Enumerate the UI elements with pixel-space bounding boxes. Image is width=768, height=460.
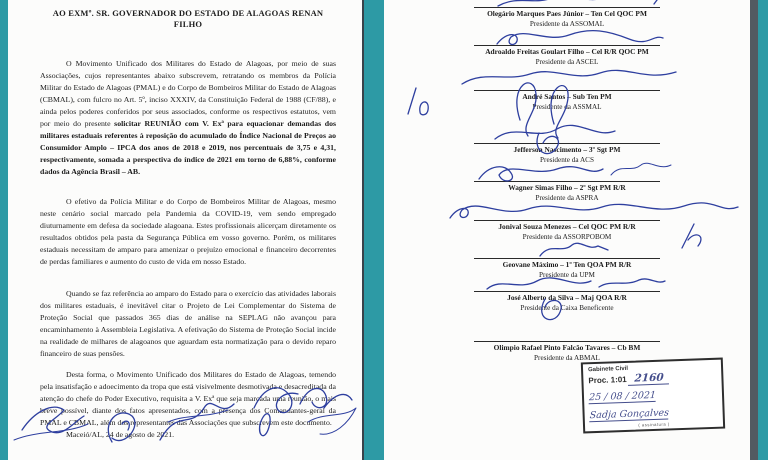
signature-block <box>384 181 750 203</box>
signatory-role: Presidente da UPM <box>539 271 595 279</box>
page-edge-shadow <box>750 0 758 460</box>
stamp-process-label: Proc. 1:01 <box>588 374 627 386</box>
stamp-date-handwritten: 25 / 08 / 2021 <box>588 389 657 404</box>
signatory-role: Presidente da ACS <box>540 156 594 164</box>
letter-paragraph-4: Desta forma, o Movimento Unificado dos Militares do Estado de Alagoas, temendo pela insatisfação e adoecimento da tropa que está visivelmente desmotivada e desacreditada da atenção do chefe do Poder Executivo, requisita a V. Exª que seja marcada uma reunião, o mais breve possível, diante dos fatos apresentados, com a presença dos Comandantes-geral da PMAL e CBMAL, além dos representantes das Associações que subscrevem este documento. <box>40 370 336 427</box>
paragraph-1-normal-text: O Movimento Unificado dos Militares do Estado de Alagoas, por meio de suas Associações, cujos representantes abaixo subscrevem, retratando os membros da Polícia Militar do Estado de Alagoas (PMAL) e do Corpo de Bombeiros Militar do Estado de Alagoas (CBMAL), com fulcro no Art. 5º, inciso XXXIV, da Constituição Federal de 1988 (CF/88), e ainda pelos poderes conferidos por seus associados, conforme os respectivos estatutos, vem por meio do presente <box>40 59 336 128</box>
protocol-stamp <box>581 358 725 434</box>
letter-dateline: Maceió/AL, 24 de agosto de 2021. <box>66 430 175 439</box>
signatory-name: Olegário Marques Paes Júnior – Ten Cel QOC PM <box>487 9 647 18</box>
signature-line <box>474 220 660 221</box>
signature-line <box>474 45 660 46</box>
signature-block <box>384 7 750 29</box>
signature-block <box>384 143 750 165</box>
signature-line <box>474 7 660 8</box>
signatory-role: Presidente da ASSORPOBOM <box>522 233 612 241</box>
signature-line <box>474 291 660 292</box>
letter-paragraph-2: O efetivo da Polícia Militar e do Corpo de Bombeiros Militar de Alagoas, mesmo neste cenário social marcado pela Pandemia da COVID-19, vem sendo empregado diuturnamente em defesa da sociedade alagoana. Estes profissionais alicerçam diretamente os resultados obtidos pela pasta da Segurança Pública em vosso governo. Porém, os militares estaduais necessitam de amparo para amenizar o prejuízo emocional e financeiro decorrentes de perdas familiares e aumento do custo de vida em nosso Estado. <box>40 197 336 266</box>
stamp-signature-handwritten: Sadja Gonçalves <box>589 407 670 422</box>
signature-block <box>384 220 750 242</box>
paragraph-1-bold-text: solicitar REUNIÃO com V. Exª para equacionar demandas dos militares estaduais referentes à reposição do acumulado do Índice Nacional de Preços ao Consumidor Amplo – IPCA dos anos de 2018 e 2019, nos percentuais de 3,75 e 4,31, respectivamente, somada a perspectiva do índice de 2021 em torno de 6,88%, conforme dados da Agência Brasil – AB. <box>40 119 336 176</box>
signatory-name: José Alberto da Silva – Maj QOA R/R <box>507 293 627 302</box>
signatory-name: Geovane Máximo – 1º Ten QOA PM R/R <box>502 260 632 269</box>
stamp-process-value-handwritten: 2160 <box>628 371 670 385</box>
signatory-name: Jonival Souza Menezes – Cel QOC PM R/R <box>498 222 636 231</box>
signature-line <box>474 90 660 91</box>
signatory-role: Presidente da ASPRA <box>535 194 599 202</box>
signature-page <box>384 0 750 460</box>
handwritten-signatures-cluster <box>8 378 362 460</box>
signature-block <box>384 45 750 67</box>
signature-block <box>384 90 750 112</box>
signature-line <box>474 341 660 342</box>
signatory-name: André Santos – Sub Ten PM <box>522 92 612 101</box>
signatory-name: Olimpio Rafael Pinto Falcão Tavares – Cb BM <box>493 343 641 352</box>
signatory-role: Presidente da ASCEL <box>535 58 599 66</box>
signatory-role: Presidente da ASSOMAL <box>529 20 605 28</box>
signature-line <box>474 181 660 182</box>
letter-heading: AO EXMº. SR. GOVERNADOR DO ESTADO DE ALAGOAS RENAN FILHO <box>52 8 324 29</box>
signature-line <box>474 258 660 259</box>
signatory-role: Presidente da ASSMAL <box>532 103 602 111</box>
letter-paragraph-3: Quando se faz referência ao amparo do Estado para o exercício das atividades laborais dos militares estaduais, é inevitável citar o Projeto de Lei Complementar do Sistema de Proteção Social que passados 365 dias de análise na SEPLAG não avançou para encaminhamento à Assembleia Legislativa. A efetivação do Sistema de Proteção Social incide na realidade de milhares de alagoanos que aguardam esta normatização para o devido reparo financeiro de suas pensões. <box>40 289 336 358</box>
signatory-role: Presidente da ABMAL <box>534 354 600 362</box>
letter-page <box>8 0 364 460</box>
signature-block <box>384 258 750 280</box>
signatory-name: Wagner Simas Filho – 2º Sgt PM R/R <box>508 183 626 192</box>
stamp-signature-caption: ( assinatura ) <box>638 421 670 428</box>
signature-line <box>474 143 660 144</box>
signatory-role: Presidente da Caixa Beneficente <box>520 304 614 312</box>
signatory-name: Jefferson Nascimento – 3º Sgt PM <box>513 145 621 154</box>
stamp-office-label: Gabinete Civil <box>587 365 629 374</box>
signatory-name: Adroaldo Freitas Goulart Filho – Cel R/R QOC PM <box>485 47 649 56</box>
letter-paragraph-1 <box>40 58 336 178</box>
signature-block <box>384 291 750 313</box>
